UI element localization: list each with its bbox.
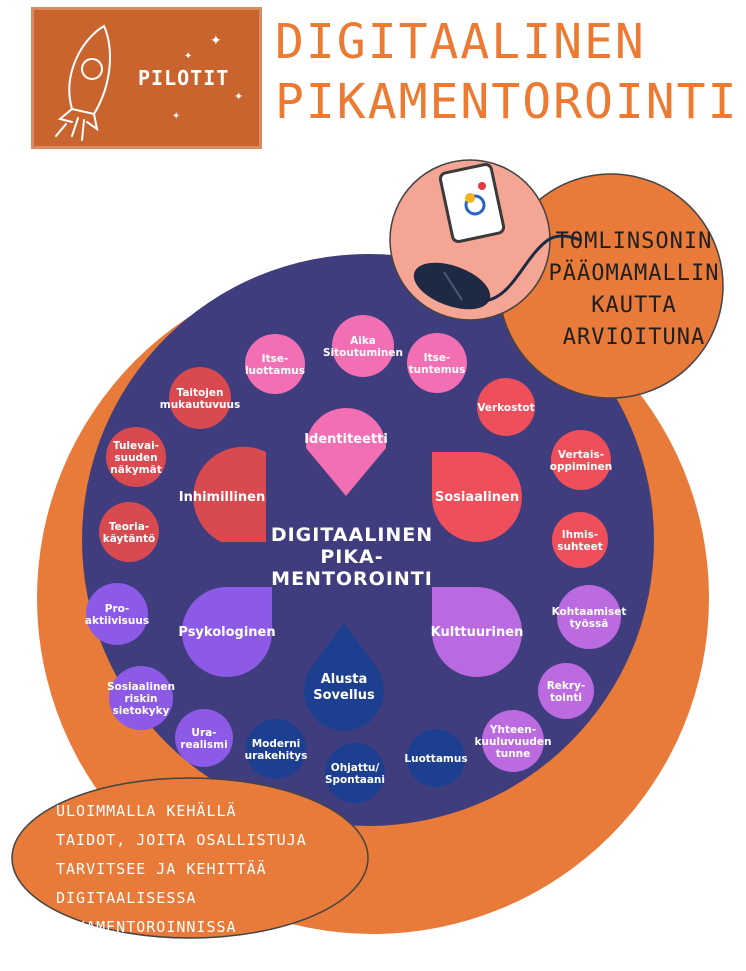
ring-node-label: realismi — [180, 739, 228, 751]
callout-right-line-4: ARVIOITUNA — [562, 325, 706, 350]
star-icon: ✦ — [234, 90, 244, 103]
ring-node-label: kuuluvuuden — [474, 736, 552, 748]
ring-node-label: näkymät — [110, 464, 162, 476]
center-title-1: DIGITAALINEN — [270, 524, 434, 546]
center-title-3: MENTOROINTI — [271, 568, 433, 590]
title-line-1: DIGITAALINEN — [275, 14, 646, 70]
callout-left-line-2: TAIDOT, JOITA OSALLISTUJA — [56, 831, 307, 849]
ring-node-label: Vertais- — [557, 449, 605, 461]
ring-node-label: Taitojen — [176, 387, 224, 399]
ring-node-label: Ihmis- — [561, 529, 599, 541]
callout-left-line-3: TARVITSEE JA KEHITTÄÄ — [56, 860, 267, 878]
core-label-alusta-1: Alusta — [320, 672, 368, 687]
ring-node-label: Moderni — [251, 738, 301, 750]
star-icon: ✦ — [172, 111, 181, 122]
core-label-identiteetti: Identiteetti — [304, 432, 388, 447]
ring-node-label: Aika — [350, 335, 376, 347]
title-line-2: PIKAMENTOROINTI — [275, 74, 739, 130]
ring-node-label: työssä — [569, 618, 609, 630]
callout-left — [56, 797, 356, 942]
ring-node-label: mukautuvuus — [159, 399, 241, 411]
ring-node-label: Yhteen- — [489, 724, 537, 736]
callout-left-line-5: PIKAMENTOROINNISSA — [56, 918, 237, 936]
star-icon: ✦ — [184, 51, 193, 62]
ring-node-label: suuden — [114, 452, 158, 464]
ring-node-label: tunne — [495, 748, 531, 760]
core-label-psykologinen: Psykologinen — [178, 625, 276, 640]
ring-node-label: sietokyky — [112, 705, 170, 717]
ring-node-label: Rekry- — [546, 680, 586, 692]
ring-node-label: Verkostot — [477, 402, 535, 414]
ring-node-label: Sosiaalinen — [106, 681, 176, 693]
ring-node-label: riskin — [124, 693, 158, 705]
ring-node-label: Ura- — [191, 727, 217, 739]
ring-node-label: oppiminen — [549, 461, 613, 473]
ring-node-label: Pro- — [104, 603, 130, 615]
center-title-2: PIKA- — [320, 546, 384, 568]
ring-node-label: Teoria- — [108, 521, 150, 533]
star-icon: ✦ — [210, 33, 222, 49]
ring-node-label: Luottamus — [404, 753, 468, 765]
ring-node-label: urakehitys — [244, 750, 308, 762]
ring-node-label: Tulevai- — [112, 440, 160, 452]
ring-node-label: Ohjattu/ — [330, 762, 380, 774]
ring-node-label: luottamus — [244, 365, 306, 377]
callout-left-line-1: ULOIMMALLA KEHÄLLÄ — [56, 802, 237, 820]
ring-node-label: tuntemus — [408, 364, 466, 376]
ring-node-label: suhteet — [557, 541, 603, 553]
core-label-inhimillinen: Inhimillinen — [178, 490, 266, 505]
core-label-sosiaalinen: Sosiaalinen — [434, 490, 520, 505]
ring-node-label: tointi — [550, 692, 582, 704]
ring-node-label: Itse- — [423, 352, 451, 364]
core-label-alusta-2: Sovellus — [313, 688, 375, 703]
ring-node-label: käytäntö — [102, 533, 156, 545]
badge-label: PILOTIT — [138, 66, 230, 90]
ring-node-label: Sitoutuminen — [323, 347, 403, 359]
ring-node-label: aktiivisuus — [84, 615, 150, 627]
callout-right-line-2: PÄÄOMAMALLIN — [548, 261, 720, 286]
callout-right-line-1: TOMLINSONIN — [555, 229, 713, 254]
ring-node-label: Spontaani — [324, 774, 386, 786]
ring-node-label: Kohtaamiset — [551, 606, 627, 618]
callout-right-line-3: KAUTTA — [591, 293, 677, 318]
callout-left-line-4: DIGITAALISESSA — [56, 889, 197, 907]
ring-node-label: Itse- — [261, 353, 289, 365]
core-label-kulttuurinen: Kulttuurinen — [430, 625, 524, 640]
